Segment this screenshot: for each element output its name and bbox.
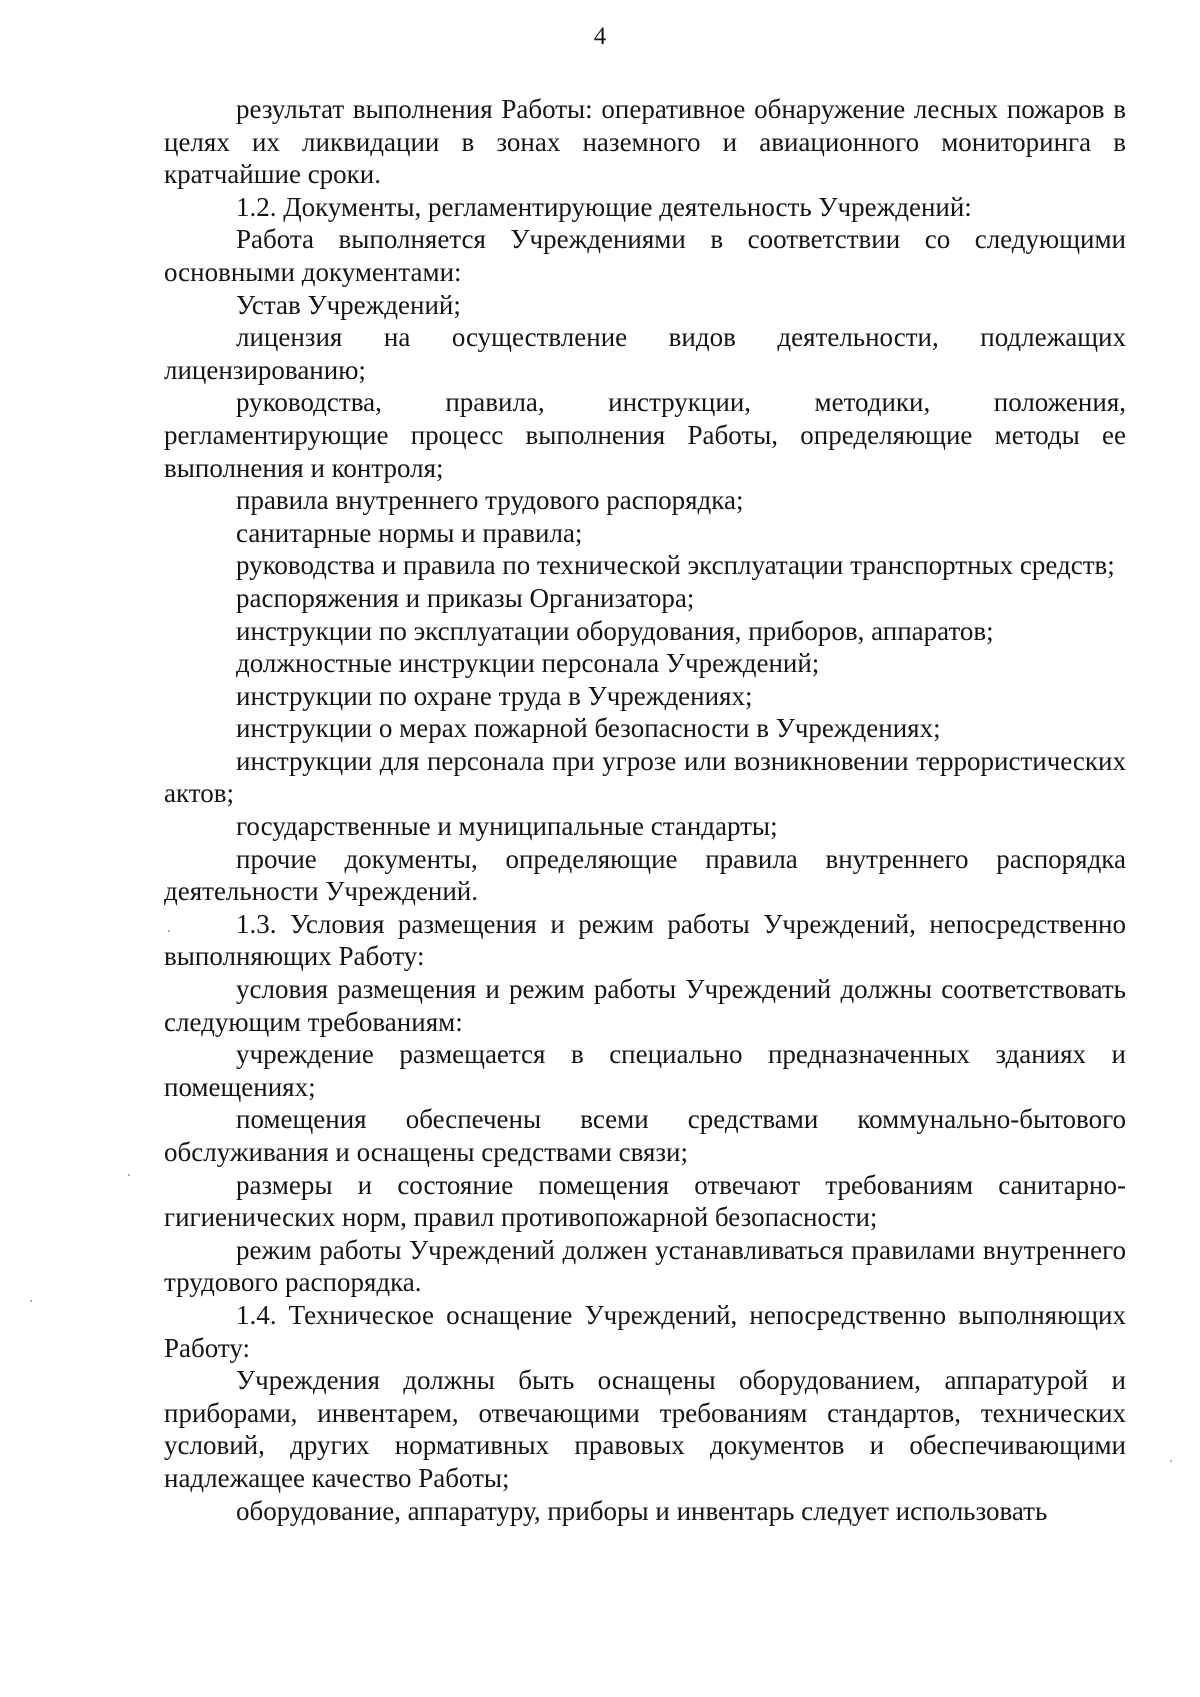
list-item-guidelines: руководства, правила, инструкции, методики, положения, регламентирующие процесс выполнения Работы, определяющие методы ее выполнения и контроля;	[164, 387, 1126, 483]
list-item-vehicle-rules: руководства и правила по технической эксплуатации транспортных средств;	[236, 550, 1115, 581]
list-item-license: лицензия на осуществление видов деятельности, подлежащих лицензированию;	[164, 322, 1126, 385]
list-item-labor-safety: инструкции по охране труда в Учреждениях;	[236, 680, 753, 711]
page-number: 4	[593, 23, 607, 50]
list-item-orders: распоряжения и приказы Организатора;	[236, 582, 695, 613]
paragraph-conditions-requirements: условия размещения и режим работы Учреждений должны соответствовать следующим требованиям:	[164, 974, 1126, 1037]
list-item-premises-services: помещения обеспечены всеми средствами коммунально-бытового обслуживания и оснащены средствами связи;	[164, 1104, 1126, 1167]
list-item-labor-rules: правила внутреннего трудового распорядка;	[236, 485, 744, 516]
list-item-work-schedule: режим работы Учреждений должен устанавливаться правилами внутреннего трудового распорядка.	[164, 1234, 1126, 1298]
section-1-3-heading: 1.3. Условия размещения и режим работы Учреждений, непосредственно выполняющих Работу:	[164, 908, 1126, 972]
paragraph-equipment-requirements: Учреждения должны быть оснащены оборудованием, аппаратурой и приборами, инвентарем, отвечающими требованиям стандартов, технических условий, других нормативных правовых документов и обеспечивающими надлежащее качество Работы;	[164, 1365, 1126, 1493]
document-body	[164, 93, 1126, 1527]
list-item-job-instructions: должностные инструкции персонала Учреждений;	[236, 648, 820, 679]
scan-speck	[1170, 1460, 1172, 1462]
list-item-terrorism: инструкции для персонала при угрозе или возникновении террористических актов;	[164, 745, 1126, 809]
scan-speck	[168, 930, 170, 932]
list-item-premises-norms: размеры и состояние помещения отвечают требованиям санитарно-гигиенических норм, правил противопожарной безопасности;	[164, 1169, 1126, 1233]
scan-speck	[128, 1174, 130, 1176]
list-item-standards: государственные и муниципальные стандарты;	[236, 811, 778, 842]
paragraph-work-result: результат выполнения Работы: оперативное обнаружение лесных пожаров в целях их ликвидации в зонах наземного и авиационного мониторинга в кратчайшие сроки.	[164, 94, 1126, 190]
list-item-charter: Устав Учреждений;	[236, 289, 461, 320]
list-item-fire-safety: инструкции о мерах пожарной безопасности в Учреждениях;	[236, 713, 941, 744]
scan-speck	[30, 1300, 32, 1302]
list-item-equipment-instructions: инструкции по эксплуатации оборудования, приборов, аппаратов;	[236, 615, 994, 646]
section-1-2-heading: 1.2. Документы, регламентирующие деятельность Учреждений:	[236, 191, 972, 222]
list-item-sanitary-norms: санитарные нормы и правила;	[236, 517, 583, 548]
list-item-other-documents: прочие документы, определяющие правила внутреннего распорядка деятельности Учреждений.	[164, 843, 1126, 907]
section-1-4-heading: 1.4. Техническое оснащение Учреждений, непосредственно выполняющих Работу:	[164, 1299, 1126, 1363]
paragraph-main-documents: Работа выполняется Учреждениями в соответствии со следующими основными документами:	[164, 224, 1126, 287]
paragraph-equipment-usage: оборудование, аппаратуру, приборы и инвентарь следует использовать	[236, 1495, 1048, 1526]
list-item-buildings: учреждение размещается в специально предназначенных зданиях и помещениях;	[164, 1039, 1126, 1102]
